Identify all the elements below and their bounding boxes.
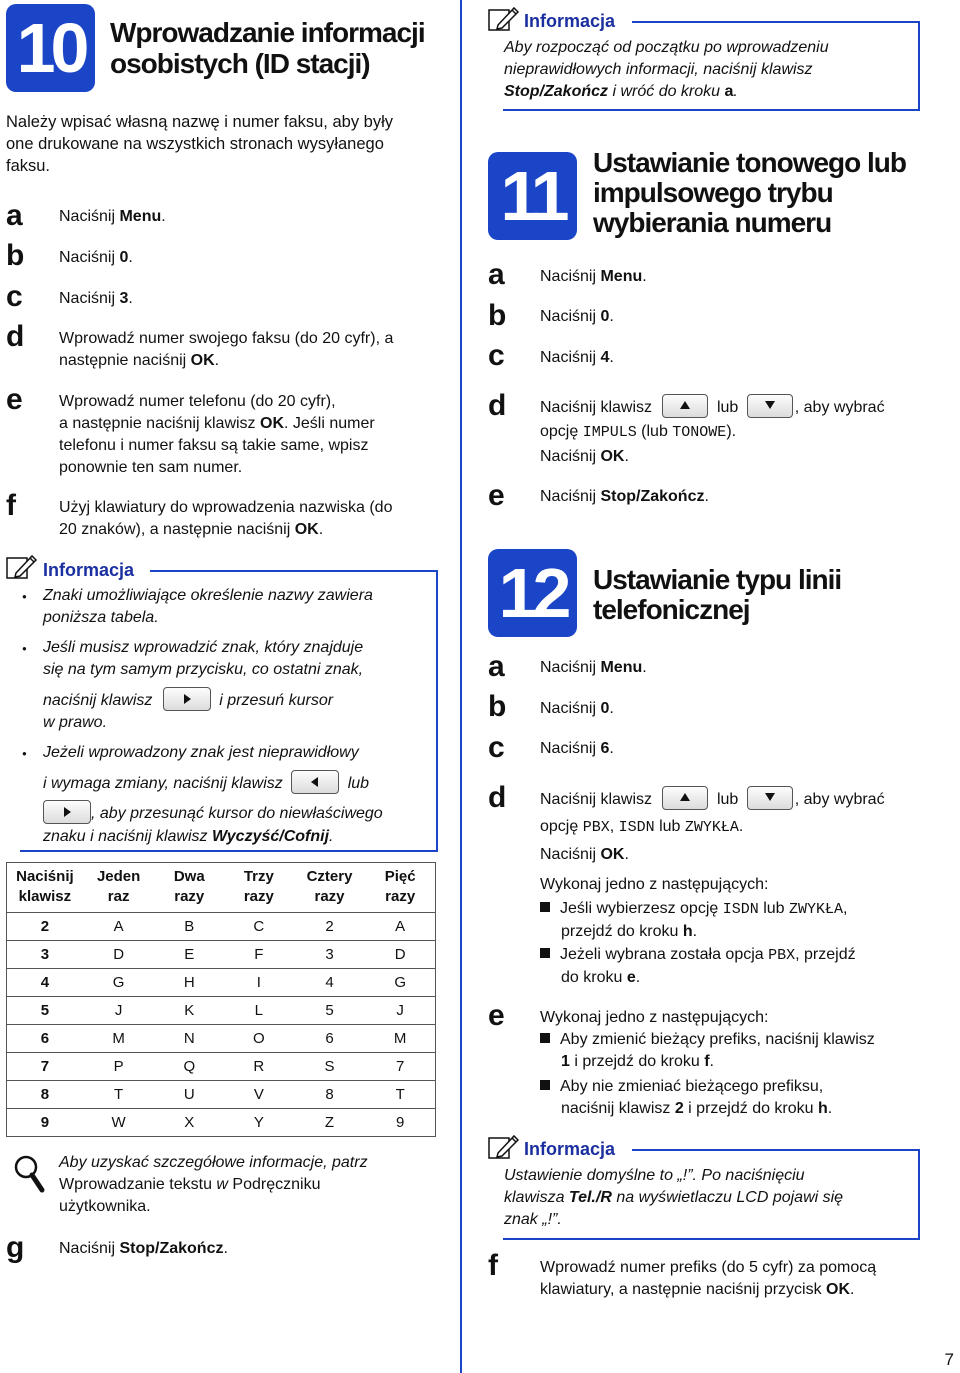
instruction-text: naciśnij klawisz [561,1100,675,1117]
table-cell: P [83,1053,155,1081]
table-cell: J [365,997,435,1025]
table-cell: 8 [294,1081,366,1109]
table-cell: F [224,941,294,969]
table-row [7,941,436,969]
note-line: poniższa tabela. [43,609,159,626]
instruction-text: lub [716,399,739,417]
table-cell: G [83,969,155,997]
table-cell: 9 [7,1109,83,1137]
step-letter: e [488,479,505,512]
table-cell: Q [154,1053,224,1081]
table-cell: O [224,1025,294,1053]
instruction-text: Naciśnij [540,308,601,325]
table-cell: J [83,997,155,1025]
table-cell: 2 [294,913,366,941]
note-line: Jeśli musisz wprowadzić znak, który znajduje [43,639,364,656]
note-text: na wyświetlaczu LCD pojawi się [611,1189,844,1206]
table-cell: M [365,1025,435,1053]
instruction-text: Aby zmienić bieżący prefiks, naciśnij klawisz [560,1031,875,1048]
note-line: w prawo. [43,714,108,731]
note-line: się na tym samym przycisku, co ostatni znak, [43,661,364,678]
step-letter: g [6,1231,25,1264]
option-bullet [540,898,847,943]
table-cell: U [154,1081,224,1109]
instruction-e [59,391,375,479]
tip-text [59,1152,368,1218]
column-header: Dwa razy [154,863,224,913]
step-letter: d [6,320,25,353]
table-cell: 8 [7,1081,83,1109]
instruction-b [540,306,614,328]
punctuation: . [128,249,133,266]
punctuation: . [738,818,744,836]
intro-text [6,111,393,177]
punctuation: . [850,1281,855,1298]
instruction-a [59,206,166,228]
instruction-a [540,266,647,288]
note-bullet-1 [43,585,373,629]
step-reference: e [626,969,636,986]
bullet-dot: ● [22,592,27,601]
step-title [593,565,841,625]
step-letter: b [488,299,507,332]
instruction-text: i przejdź do kroku [569,1053,705,1070]
punctuation: . [704,488,709,505]
punctuation: . [329,828,334,845]
instruction-text: Naciśnij [540,846,601,864]
table-row [7,1109,436,1137]
punctuation: . [635,969,641,986]
instruction-text: lub [716,791,739,809]
intro-line: faksu. [6,157,51,175]
table-cell: A [83,913,155,941]
key-name: OK [260,415,284,432]
instruction-text: Naciśnij [59,1240,120,1257]
option-bullet [540,944,856,989]
left-arrow-key-icon [291,770,339,794]
instruction-text: Naciśnij [59,290,120,307]
step-title-line: Wprowadzanie informacji [110,17,425,48]
punctuation: , [843,900,848,917]
step-letter: a [488,258,505,291]
punctuation: . [609,308,614,325]
note-line: znak „!”. [504,1211,562,1228]
instruction-text: , przejdź [795,946,856,963]
note-text [504,1165,843,1231]
instruction-text: opcję [540,818,583,836]
punctuation: . [214,352,220,369]
punctuation: . [161,208,166,225]
step-letter: a [488,650,505,683]
punctuation: . [692,923,698,940]
step-letter: a [6,199,23,232]
table-cell: W [83,1109,155,1137]
note-bullet-2 [43,637,363,681]
instruction-f [540,1257,876,1301]
note-text: znaku i naciśnij klawisz [43,828,212,845]
column-divider [460,0,462,1373]
instruction-text: Naciśnij [59,208,120,225]
punctuation: . [827,1100,833,1117]
magnifier-icon [12,1154,46,1194]
column-header: Trzy razy [224,863,294,913]
option-value: ZWYKŁA [789,901,844,918]
table-cell: E [154,941,224,969]
key-name: 2 [674,1100,684,1117]
note-line: nieprawidłowych informacji, naciśnij klawisz [504,61,813,78]
instruction-text: Naciśnij klawisz [540,399,653,417]
column-header: Naciśnij klawisz [7,863,83,913]
key-name: Stop/Zakończ [504,83,609,100]
instruction-text: lub [758,900,789,917]
column-header: Jeden raz [83,863,155,913]
instruction-text: Jeżeli wybrana została opcja [560,946,769,963]
step-letter: d [488,389,507,422]
instruction-text: (lub [636,423,673,441]
instruction-text: Naciśnij [540,700,601,717]
punctuation: . [642,659,647,676]
table-cell: Z [294,1109,366,1137]
instruction-d [540,788,885,897]
column-header: Pięć razy [365,863,435,913]
instruction-d [540,396,885,469]
table-cell: D [83,941,155,969]
instruction-text: przejdź do kroku [561,923,683,940]
instruction-text: Naciśnij [540,349,601,366]
table-cell: 3 [7,941,83,969]
square-bullet-icon [540,902,550,912]
key-name: Menu [600,659,643,676]
key-name: 4 [600,349,610,366]
punctuation: . [609,740,614,757]
step-letter: c [6,280,23,313]
key-name: 1 [561,1053,570,1070]
instruction-text: Naciśnij [540,488,601,505]
instruction-e [540,486,709,508]
bullet-dot: ● [22,749,27,758]
table-cell: I [224,969,294,997]
step-letter: c [488,339,505,372]
intro-line: Należy wpisać własną nazwę i numer faksu, aby były [6,113,394,131]
table-cell: V [224,1081,294,1109]
punctuation: . [128,290,133,307]
key-name: OK [826,1281,851,1298]
punctuation: . [709,1053,714,1070]
punctuation: . [642,268,647,285]
table-row [7,1025,436,1053]
key-name: OK [190,352,215,369]
up-arrow-key-icon [662,394,708,418]
option-value: PBX [768,947,796,964]
key-name: 0 [119,249,129,266]
table-cell: 2 [7,913,83,941]
key-name: Tel./R [568,1189,612,1206]
instruction-text: następnie naciśnij [59,352,191,369]
table-row [7,969,436,997]
square-bullet-icon [540,1080,550,1090]
instruction-text: , aby wybrać [794,399,885,417]
instruction-text: Naciśnij [540,740,601,757]
up-arrow-key-icon [662,786,708,810]
tip-line: użytkownika. [59,1198,151,1215]
table-cell: 5 [7,997,83,1025]
step-number-badge: 10 [6,4,95,92]
note-line [43,802,383,826]
instruction-text: , aby wybrać [794,791,885,809]
step-reference: h [818,1100,828,1117]
note-heading: Informacja [524,1139,616,1159]
instruction-text: . Jeśli numer [284,415,375,432]
tip-text: Wprowadzanie tekstu [59,1176,212,1193]
step-letter: f [488,1249,498,1282]
tip-text: w [211,1176,233,1193]
instruction-text: Naciśnij [59,249,120,266]
table-cell: D [365,941,435,969]
step-reference: a [724,83,734,100]
option-value: ISDN [618,819,655,837]
punctuation: . [624,846,629,864]
instruction-text: Naciśnij [540,659,601,676]
key-name: 0 [600,700,610,717]
table-cell: T [83,1081,155,1109]
note-line: Znaki umożliwiające określenie nazwy zawiera [43,587,373,604]
key-name: Wyczyść/Cofnij [211,828,330,845]
step-title-line: Ustawianie tonowego lub [593,147,907,178]
instruction-line: Wprowadź numer swojego faksu (do 20 cyfr), a [59,330,394,347]
table-cell: 5 [294,997,366,1025]
option-value: PBX [582,819,610,837]
instruction-line: Wprowadź numer telefonu (do 20 cyfr), [59,393,336,410]
instruction-text: Naciśnij [540,448,601,466]
key-name: Stop/Zakończ [119,1240,224,1257]
option-bullet [540,1076,832,1120]
key-name: 0 [600,308,610,325]
instruction-d [59,328,393,372]
down-arrow-key-icon [747,394,793,418]
instruction-text: lub [654,818,685,836]
instruction-text: i przejdź do kroku [683,1100,818,1117]
note-line [43,772,369,796]
table-cell: T [365,1081,435,1109]
step-letter: e [488,999,505,1032]
square-bullet-icon [540,948,550,958]
step-number-badge: 12 [488,549,577,637]
key-name: Menu [600,268,643,285]
table-cell: 4 [7,969,83,997]
note-text: i wymaga zmiany, naciśnij klawisz [43,775,283,793]
table-cell: M [83,1025,155,1053]
table-cell: 3 [294,941,366,969]
key-name: Menu [119,208,162,225]
right-arrow-key-icon [43,800,91,824]
table-cell: K [154,997,224,1025]
note-text: i wróć do kroku [608,83,725,100]
table-cell: G [365,969,435,997]
option-bullet [540,1029,875,1073]
note-line: Aby rozpocząć od początku po wprowadzeniu [504,39,829,56]
note-line: Jeżeli wprowadzony znak jest nieprawidłowy [43,744,359,761]
tip-line: Aby uzyskać szczegółowe informacje, patrz [59,1154,368,1171]
key-name: 3 [119,290,129,307]
note-text: lub [347,775,370,793]
note-text: naciśnij klawisz [43,692,153,710]
character-table [6,862,436,1137]
table-cell: X [154,1109,224,1137]
punctuation: ). [726,423,737,441]
instruction-c [540,738,614,760]
note-heading: Informacja [43,560,135,580]
option-value: ISDN [722,901,759,918]
instruction-text: do kroku [561,969,627,986]
instruction-text: 20 znaków), a następnie naciśnij [59,521,295,538]
option-value: TONOWE [672,424,727,442]
instruction-text: klawiatury, a następnie naciśnij przycisk [540,1281,827,1298]
note-text: klawisza [504,1189,569,1206]
instruction-line: Wprowadź numer prefiks (do 5 cyfr) za pomocą [540,1259,877,1276]
table-row [7,1053,436,1081]
table-cell: 6 [294,1025,366,1053]
table-header-row [7,863,436,913]
instruction-text: Naciśnij klawisz [540,791,653,809]
step-letter: b [488,690,507,723]
instruction-c [540,347,614,369]
step-number-badge: 11 [488,152,577,240]
note-line [43,826,333,848]
table-cell: 7 [7,1053,83,1081]
instruction-b [59,247,133,269]
instruction-c [59,288,133,310]
table-cell: C [224,913,294,941]
page-number: 7 [944,1350,954,1369]
punctuation: . [609,349,614,366]
step-letter: b [6,239,25,272]
punctuation: . [624,448,629,466]
intro-line: one drukowane na wszystkich stronach wysyłanego [6,135,384,153]
table-cell: H [154,969,224,997]
table-cell: B [154,913,224,941]
key-name: OK [600,448,625,466]
bullet-dot: ● [22,644,27,653]
punctuation: . [318,521,324,538]
note-text: , aby przesunąć kursor do niewłaściwego [91,805,383,823]
instruction-text: Naciśnij [540,268,601,285]
table-cell: A [365,913,435,941]
punctuation: . [223,1240,228,1257]
instruction-text: a następnie naciśnij klawisz [59,415,260,432]
step-title-line: Ustawianie typu linii [593,564,842,595]
instruction-line: Wykonaj jedno z następujących: [540,1009,769,1026]
table-cell: Y [224,1109,294,1137]
column-header: Cztery razy [294,863,366,913]
right-arrow-key-icon [163,687,211,711]
option-value: ZWYKŁA [684,819,739,837]
step-letter: c [488,731,505,764]
table-row [7,997,436,1025]
square-bullet-icon [540,1033,550,1043]
instruction-b [540,698,614,720]
step-letter: f [6,489,16,522]
table-cell: N [154,1025,224,1053]
table-row [7,913,436,941]
note-text: i przesuń kursor [219,692,334,710]
instruction-line: Użyj klawiatury do wprowadzenia nazwiska (do [59,499,393,516]
instruction-a [540,657,647,679]
punctuation: . [609,700,614,717]
key-name: 6 [600,740,610,757]
note-heading: Informacja [524,11,616,31]
step-title [593,148,906,238]
instruction-e [540,1007,768,1029]
down-arrow-key-icon [747,786,793,810]
step-title-line: osobistych (ID stacji) [110,47,370,79]
instruction-text: Aby nie zmieniać bieżącego prefiksu, [560,1078,824,1095]
step-title-line: impulsowego trybu [593,177,833,208]
punctuation: , [609,818,619,836]
tip-text: Podręczniku [232,1176,321,1193]
step-letter: d [488,781,507,814]
step-reference: h [682,923,693,940]
note-text [504,37,829,103]
table-cell: S [294,1053,366,1081]
table-cell: R [224,1053,294,1081]
table-cell: 9 [365,1109,435,1137]
instruction-f [59,497,392,541]
table-row [7,1081,436,1109]
key-name: Stop/Zakończ [600,488,705,505]
key-name: OK [600,846,625,864]
punctuation: . [733,83,738,100]
instruction-g [59,1238,228,1260]
instruction-line: Wykonaj jedno z następujących: [540,876,769,894]
key-name: OK [294,521,319,538]
step-title-line: wybierania numeru [593,207,832,238]
step-reference: f [704,1053,710,1070]
instruction-text: Jeśli wybierzesz opcję [560,900,723,917]
note-line [43,689,333,713]
step-title [110,18,425,80]
option-value: IMPULS [582,424,637,442]
note-line: Ustawienie domyślne to „!”. Po naciśnięciu [504,1167,805,1184]
instruction-line: ponownie ten sam numer. [59,459,243,476]
table-cell: L [224,997,294,1025]
instruction-text: opcję [540,423,583,441]
table-cell: 7 [365,1053,435,1081]
step-title-line: telefonicznej [593,594,750,625]
instruction-line: telefonu i numer faksu są takie same, wpisz [59,437,369,454]
table-cell: 6 [7,1025,83,1053]
table-cell: 4 [294,969,366,997]
step-letter: e [6,383,23,416]
